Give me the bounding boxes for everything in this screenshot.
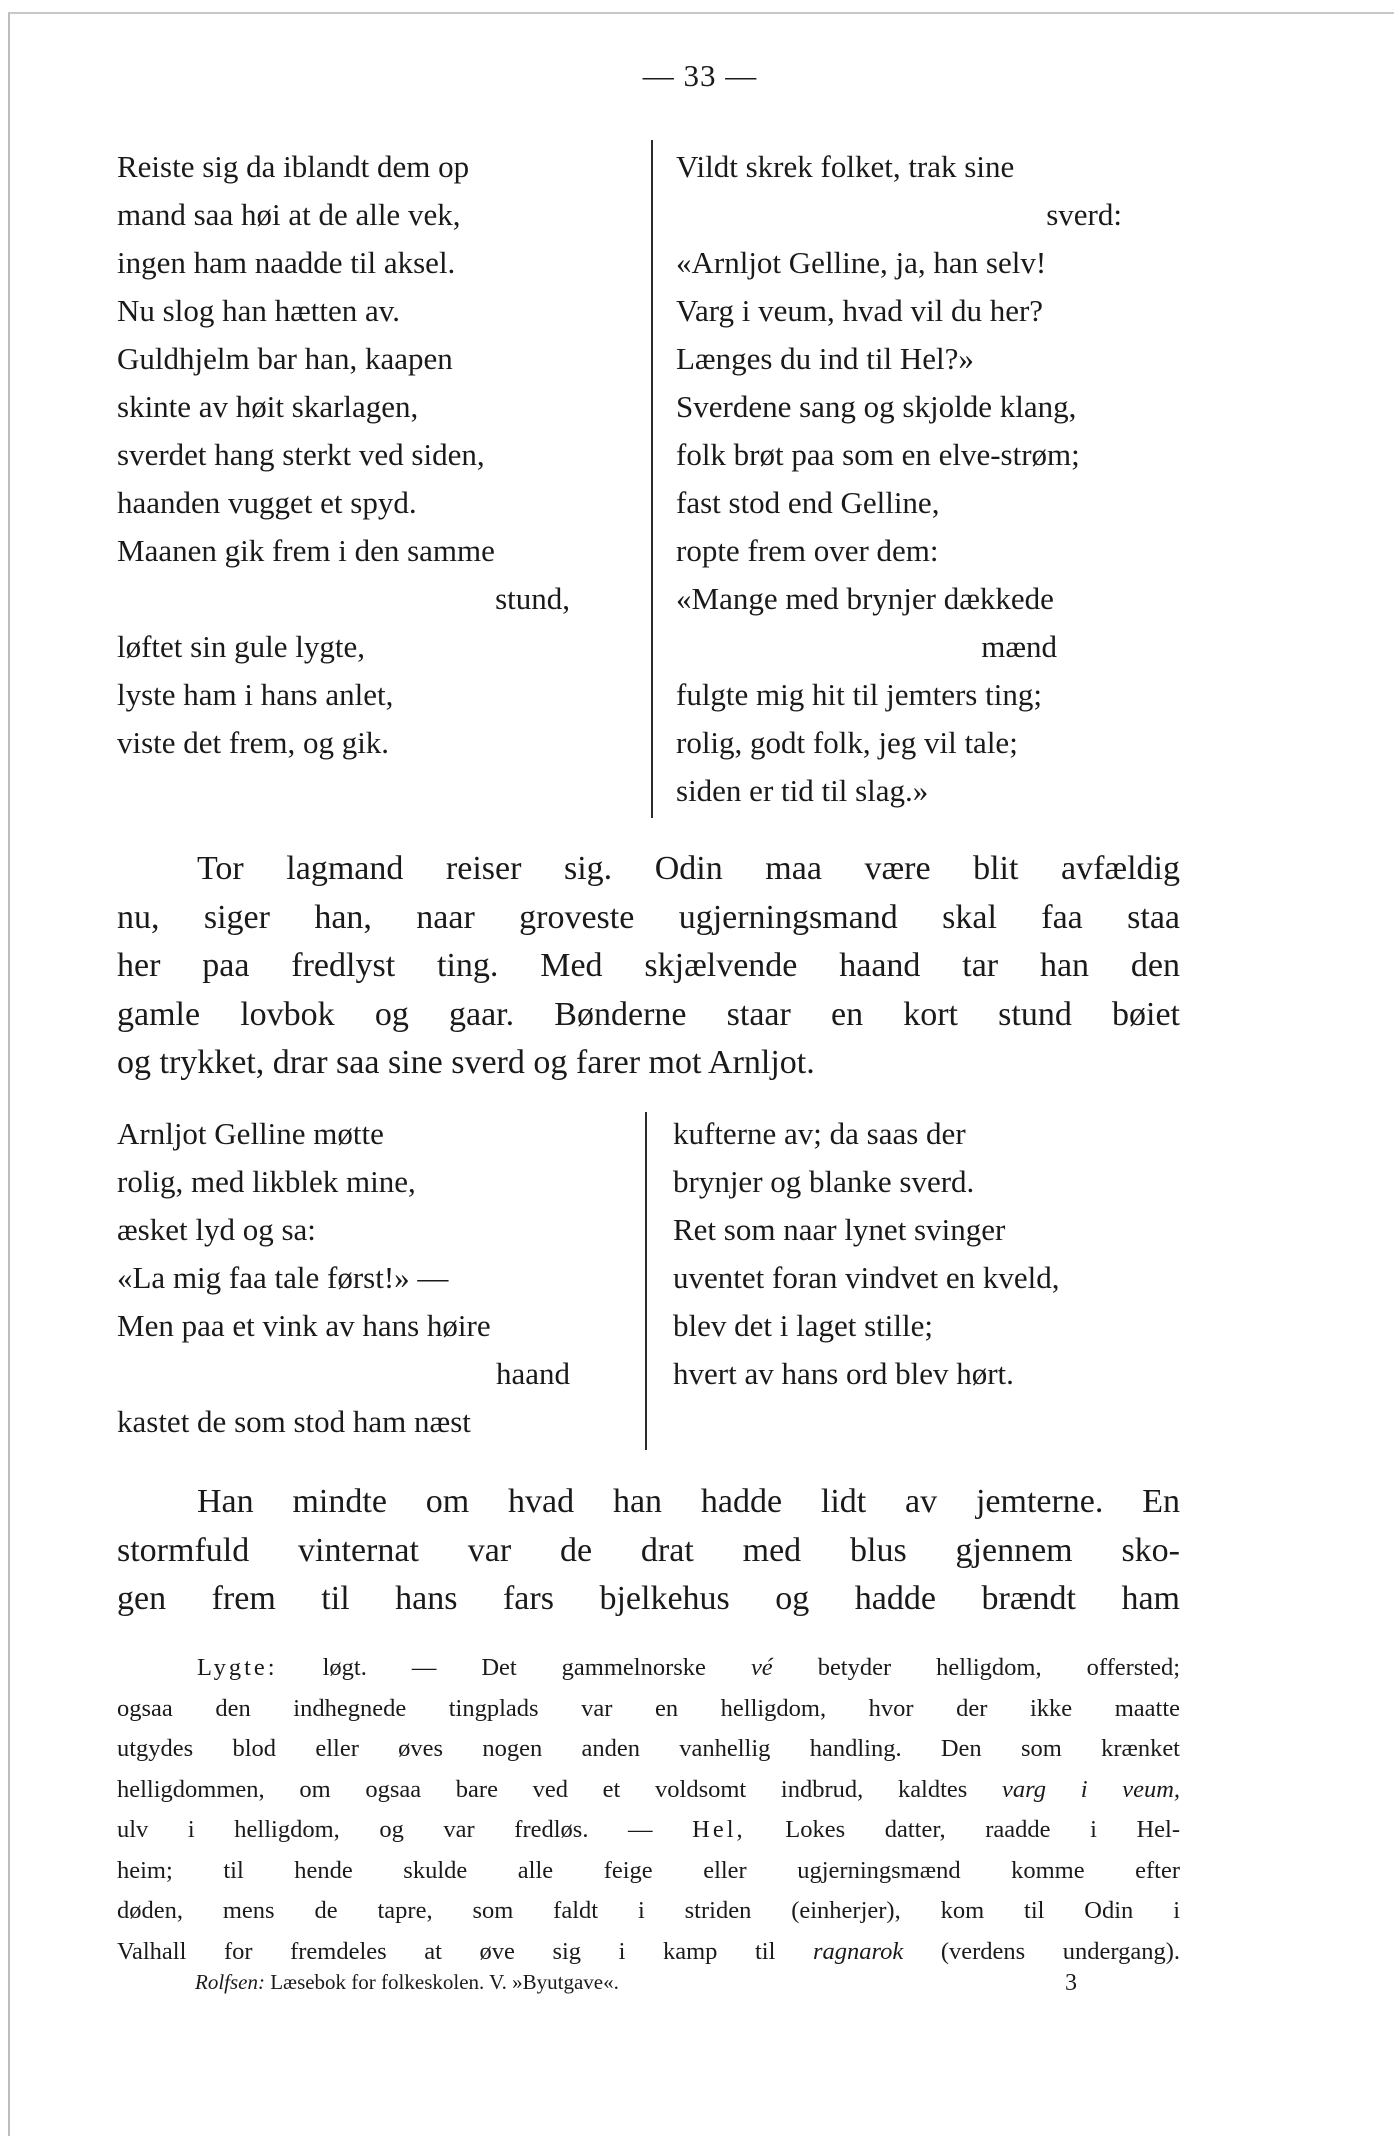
verse-line-continuation: mænd	[981, 629, 1057, 664]
verse-line: rolig, godt folk, jeg vil tale;	[676, 725, 1018, 760]
verse-line: siden er tid til slag.»	[676, 773, 929, 808]
verse-line: kastet de som stod ham næst	[117, 1404, 471, 1439]
page-footer	[195, 1970, 1095, 1995]
verse-line: ropte frem over dem:	[676, 533, 939, 568]
prose-line: nu, siger han, naar groveste ugjerningsmand skal faa staa	[117, 898, 1180, 936]
footnote-line: døden, mens de tapre, som faldt i striden (einherjer), kom til Odin i	[117, 1897, 1180, 1924]
prose-line: Tor lagmand reiser sig. Odin maa være blit avfældig	[197, 850, 1180, 887]
verse-line: Nu slog han hætten av.	[117, 293, 400, 328]
verse-line: kufterne av; da saas der	[673, 1116, 966, 1151]
column-divider	[645, 1112, 647, 1450]
footer-author: Rolfsen:	[195, 1970, 265, 1994]
footnote-line	[117, 1810, 1180, 1851]
verse-line-continuation: haand	[495, 1356, 570, 1391]
footnote-text: Lokes datter, raadde i Hel-	[785, 1816, 1181, 1843]
footnote-line: ogsaa den indhegnede tingplads var en helligdom, hvor der ikke maatte	[117, 1694, 1180, 1722]
prose-line: Han mindte om hvad han hadde lidt av jemterne. En	[197, 1483, 1180, 1520]
verse-line: viste det frem, og gik.	[117, 725, 390, 760]
footnote-term: Hel,	[692, 1816, 746, 1843]
verse-column-right	[673, 1110, 1182, 1398]
verse-line: brynjer og blanke sverd.	[673, 1164, 975, 1199]
verse-line: sverdet hang sterkt ved siden,	[117, 437, 485, 472]
verse-line: skinte av høit skarlagen,	[117, 389, 419, 424]
verse-column-right	[676, 143, 1182, 815]
verse-line: blev det i laget stille;	[673, 1308, 933, 1343]
verse-line: ingen ham naadde til aksel.	[117, 245, 456, 280]
footnote-text: helligdommen, om ogsaa bare ved et voldsomt indbrud, kaldtes	[117, 1775, 968, 1803]
verse-line: uventet foran vindvet en kveld,	[673, 1260, 1060, 1295]
footnote	[117, 1648, 1180, 1972]
footnote-line: heim; til hende skulde alle feige eller ugjerningsmænd komme efter	[117, 1856, 1180, 1884]
verse-line: Reiste sig da iblandt dem op	[117, 149, 470, 184]
verse-line: Arnljot Gelline møtte	[117, 1116, 384, 1151]
verse-line: haanden vugget et spyd.	[117, 485, 417, 520]
verse-line: Varg i veum, hvad vil du her?	[676, 293, 1044, 328]
verse-line-continuation: stund,	[495, 581, 570, 616]
verse-line: «La mig faa tale først!» —	[117, 1260, 449, 1295]
verse-line: fulgte mig hit til jemters ting;	[676, 677, 1042, 712]
verse-line: rolig, med likblek mine,	[117, 1164, 416, 1199]
verse-line: Maanen gik frem i den samme	[117, 533, 495, 568]
footnote-line	[117, 1932, 1180, 1973]
verse-line: Sverdene sang og skjolde klang,	[676, 389, 1077, 424]
footnote-line	[117, 1648, 1180, 1689]
footer-fold-number: 3	[1065, 1970, 1077, 1996]
prose-paragraph	[117, 845, 1180, 1088]
verse-line: løftet sin gule lygte,	[117, 629, 365, 664]
footnote-term: varg i veum,	[1002, 1775, 1181, 1803]
verse-column-left	[117, 1110, 630, 1446]
prose-line: og trykket, drar saa sine sverd og farer mot Arnljot.	[117, 1044, 815, 1081]
verse-line: Vildt skrek folket, trak sine	[676, 149, 1015, 184]
verse-line: «Mange med brynjer dækkede	[676, 581, 1054, 616]
footer-title: Læsebok for folkeskolen. V. »Byutgave«.	[270, 1970, 619, 1994]
prose-line: her paa fredlyst ting. Med skjælvende haand tar han den	[117, 947, 1180, 984]
verse-line: Ret som naar lynet svinger	[673, 1212, 1006, 1247]
footnote-text: betyder helligdom, offersted;	[817, 1654, 1181, 1681]
page-number: — 33 —	[642, 58, 758, 93]
footnote-text: Valhall for fremdeles at øve sig i kamp til	[117, 1937, 776, 1965]
verse-line: Men paa et vink av hans høire	[117, 1308, 491, 1343]
footnote-term: Lygte:	[197, 1654, 278, 1681]
footnote-text: ulv i helligdom, og var fredløs. —	[117, 1816, 653, 1843]
verse-line: lyste ham i hans anlet,	[117, 677, 394, 712]
footnote-term: vé	[750, 1654, 773, 1681]
column-divider	[651, 140, 653, 818]
prose-line: gamle lovbok og gaar. Bønderne staar en kort stund bøiet	[117, 995, 1180, 1033]
verse-line: æsket lyd og sa:	[117, 1212, 316, 1247]
prose-line: stormfuld vinternat var de drat med blus gjennem sko-	[117, 1531, 1180, 1569]
footnote-line	[117, 1770, 1180, 1811]
verse-line: Længes du ind til Hel?»	[676, 341, 974, 376]
verse-line: hvert av hans ord blev hørt.	[673, 1356, 1014, 1391]
footnote-text: (verdens undergang).	[940, 1937, 1181, 1965]
verse-line: fast stod end Gelline,	[676, 485, 940, 520]
footnote-line: utgydes blod eller øves nogen anden vanhellig handling. Den som krænket	[117, 1735, 1180, 1762]
verse-line: Guldhjelm bar han, kaapen	[117, 341, 453, 376]
prose-line: gen frem til hans fars bjelkehus og hadde brændt ham	[117, 1580, 1180, 1617]
verse-line: folk brøt paa som en elve-strøm;	[676, 437, 1080, 472]
prose-paragraph	[117, 1478, 1180, 1624]
verse-line: mand saa høi at de alle vek,	[117, 197, 461, 232]
footnote-text: løgt. — Det gammelnorske	[322, 1654, 706, 1681]
footnote-term: ragnarok	[812, 1937, 904, 1965]
verse-line-continuation: sverd:	[1046, 197, 1122, 232]
verse-line: «Arnljot Gelline, ja, han selv!	[676, 245, 1047, 280]
verse-column-left	[117, 143, 630, 767]
